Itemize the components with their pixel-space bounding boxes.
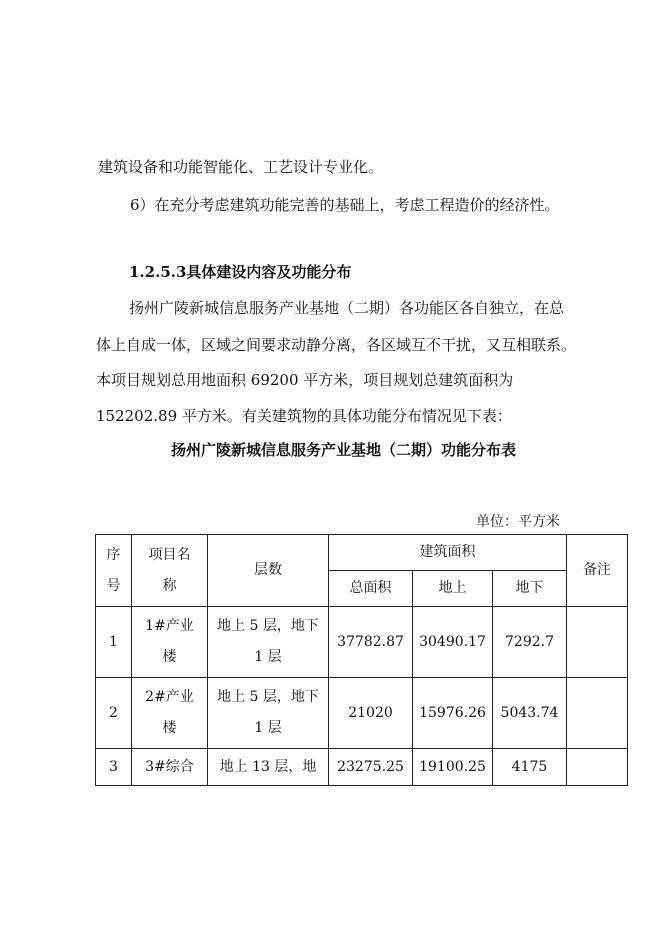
table-row (96, 749, 628, 786)
header-total: 总面积 (329, 571, 413, 607)
cell-above: 19100.25 (413, 749, 493, 786)
cell-notes (567, 607, 628, 678)
body-line-2: 体上自成一体，区域之间要求动静分离，各区域互不干扰，又互相联系。 (96, 336, 577, 354)
header-floors: 层数 (208, 535, 329, 607)
table-row (96, 607, 628, 678)
body-line-4: 152202.89 平方米。有关建筑物的具体功能分布情况见下表： (96, 407, 512, 425)
cell-name-line1: 1#产业 (145, 618, 194, 634)
cell-below: 4175 (493, 749, 567, 786)
header-name-line1: 项目名 (148, 546, 191, 563)
header-area: 建筑面积 (329, 535, 567, 571)
cell-seq: 2 (96, 678, 132, 749)
cell-notes (567, 678, 628, 749)
cell-below: 7292.7 (493, 607, 567, 678)
cell-floors-line1: 地上 5 层，地下 (217, 618, 319, 634)
table-header-row (96, 535, 628, 571)
header-seq-line1: 序 (106, 546, 121, 563)
header-name (132, 535, 208, 607)
cell-below: 5043.74 (493, 678, 567, 749)
cell-above: 15976.26 (413, 678, 493, 749)
cell-floors (208, 678, 329, 749)
cell-name (132, 678, 208, 749)
cell-floors (208, 607, 329, 678)
cell-total: 23275.25 (329, 749, 413, 786)
header-notes: 备注 (567, 535, 628, 607)
table-title: 扬州广陵新城信息服务产业基地（二期）功能分布表 (171, 441, 517, 459)
section-heading: 1.2.5.3具体建设内容及功能分布 (129, 263, 352, 281)
text-line-2: 6）在充分考虑建筑功能完善的基础上，考虑工程造价的经济性。 (130, 196, 560, 214)
function-distribution-table (95, 534, 628, 786)
header-above: 地上 (413, 571, 493, 607)
body-line-1: 扬州广陵新城信息服务产业基地（二期）各功能区各自独立，在总 (129, 299, 565, 317)
cell-name-line2: 楼 (162, 649, 177, 665)
table-row (96, 678, 628, 749)
header-seq-line2: 号 (106, 577, 121, 594)
cell-name (132, 607, 208, 678)
header-name-line2: 称 (162, 577, 177, 594)
cell-seq: 3 (96, 749, 132, 786)
cell-seq: 1 (96, 607, 132, 678)
unit-label: 单位：平方米 (476, 514, 560, 530)
cell-floors-line1: 地上 5 层，地下 (217, 689, 319, 705)
header-below: 地下 (493, 571, 567, 607)
cell-total: 37782.87 (329, 607, 413, 678)
header-seq (96, 535, 132, 607)
body-line-3: 本项目规划总用地面积 69200 平方米，项目规划总建筑面积为 (96, 371, 514, 389)
cell-total: 21020 (329, 678, 413, 749)
cell-notes (567, 749, 628, 786)
cell-name: 3#综合 (132, 749, 208, 786)
cell-floors-line2: 1 层 (254, 720, 282, 736)
cell-floors-line2: 1 层 (254, 649, 282, 665)
cell-floors: 地上 13 层，地 (208, 749, 329, 786)
cell-name-line1: 2#产业 (145, 689, 194, 705)
text-line-1: 建筑设备和功能智能化、工艺设计专业化。 (98, 158, 384, 176)
cell-above: 30490.17 (413, 607, 493, 678)
cell-name-line2: 楼 (162, 720, 177, 736)
